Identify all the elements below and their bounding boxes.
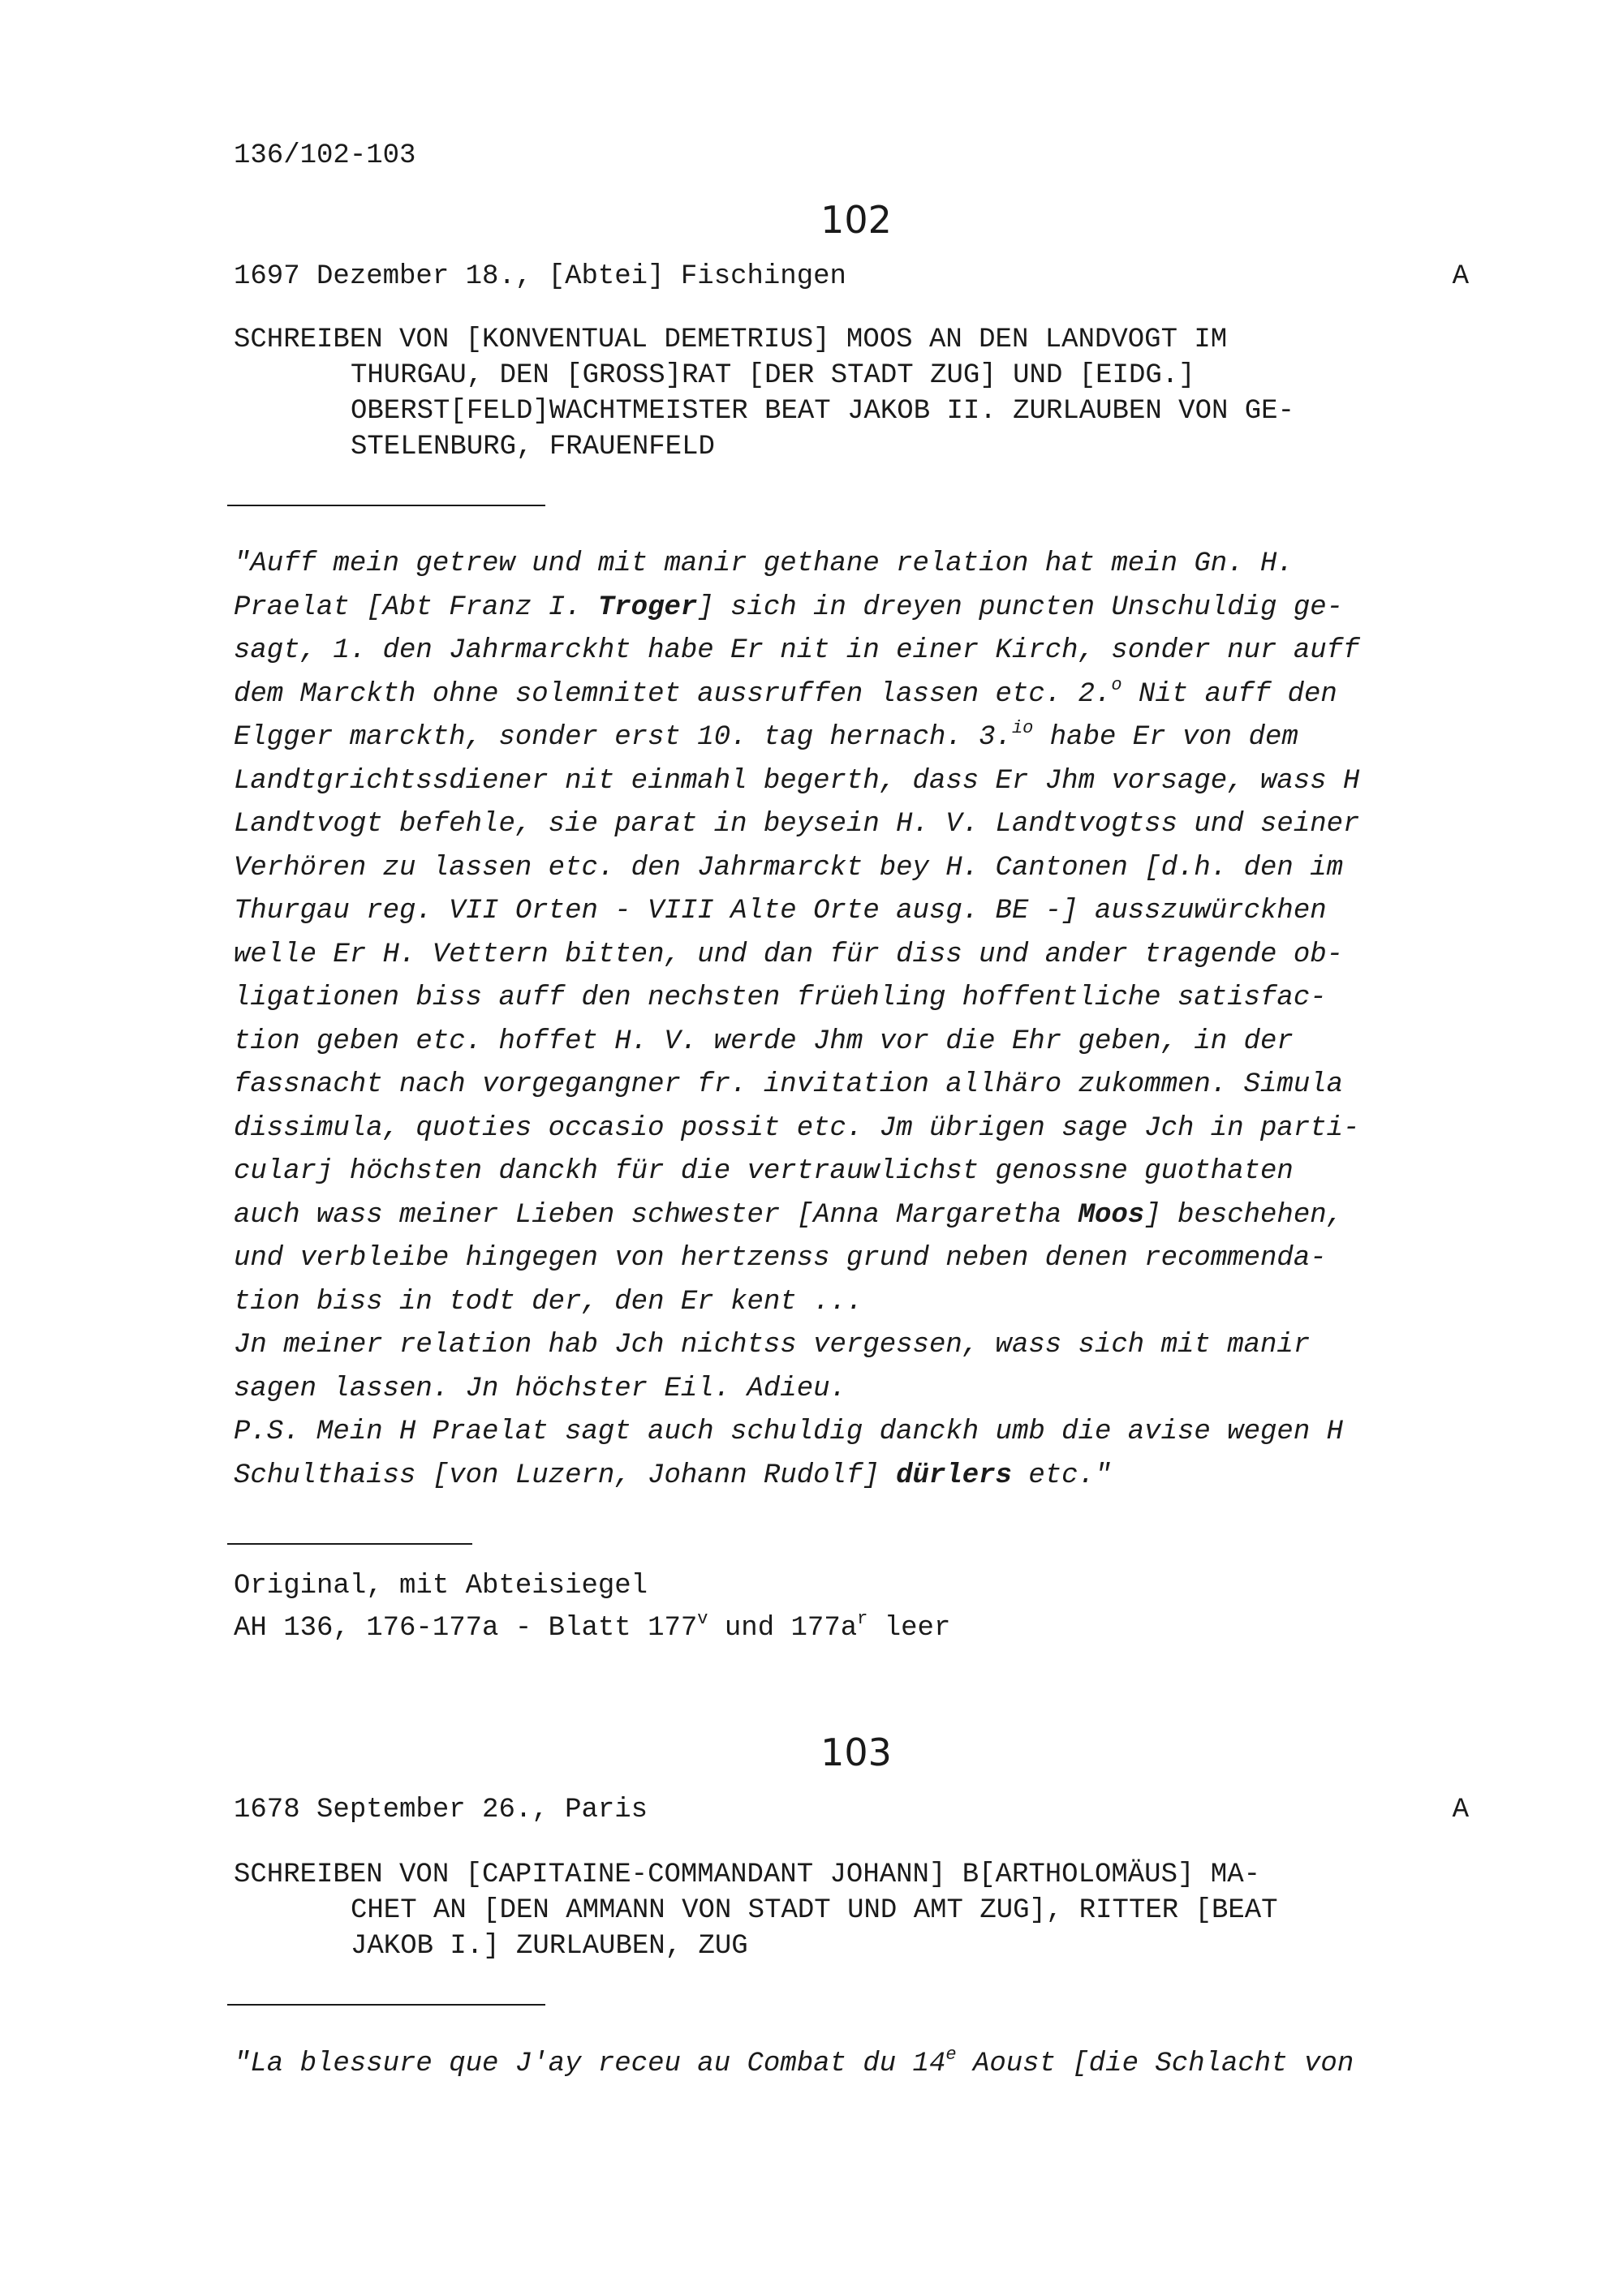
heading-rule — [227, 2004, 545, 2006]
letter-text — [234, 543, 1359, 1498]
text-line: Praelat [Abt Franz I. Troger] sich in dreyen puncten Unschuldig ge- — [234, 591, 1344, 623]
name-troger: Troger — [597, 591, 698, 623]
name-moos: Moos — [1078, 1199, 1145, 1231]
text-line: "La blessure que J'ay receu au Combat du 14e Aoust [die Schlacht von — [234, 2044, 1354, 2079]
source-archive: AH 136, 176-177a - Blatt 177$^v$ und $177a^r$ leer — [234, 1609, 951, 1644]
document-mark: A — [1452, 261, 1469, 292]
page-reference: 136/102-103 — [234, 140, 416, 171]
document-date: 1697 Dezember 18., [Abtei] Fischingen — [234, 261, 846, 292]
heading-line: SCHREIBEN VON [KONVENTUAL DEMETRIUS] MOOS AN DEN LANDVOGT IM — [234, 325, 1228, 355]
text-line: dissimula, quoties occasio possit etc. Jm übrigen sage Jch in parti- — [234, 1112, 1360, 1144]
source-note — [234, 1565, 950, 1649]
heading-line: SCHREIBEN VON [CAPITAINE-COMMANDANT JOHANN] B[ARTHOLOMÄUS] MA- — [234, 1860, 1261, 1890]
text-line: sagen lassen. Jn höchster Eil. Adieu. — [234, 1373, 846, 1404]
text-line: Landtgrichtssdiener nit einmahl begerth, dass Er Jhm vorsage, wass H — [234, 765, 1360, 797]
document-date: 1678 September 26., Paris — [234, 1795, 648, 1825]
text-line: Verhören zu lassen etc. den Jahrmarckt bey H. Cantonen [d.h. den im — [234, 852, 1344, 884]
source-original: Original, mit Abteisiegel — [234, 1571, 648, 1602]
heading-line: CHET AN [DEN AMMANN VON STADT UND AMT ZUG], RITTER [BEAT — [351, 1895, 1278, 1926]
document-mark: A — [1452, 1795, 1469, 1825]
text-line: und verbleibe hingegen von hertzenss grund neben denen recommenda- — [234, 1243, 1327, 1274]
text-line: dem Marckth ohne solemnitet aussruffen lassen etc. 2.$^o$ Nit auff den — [234, 674, 1337, 710]
text-line: "Auff mein getrew und mit manir gethane relation hat mein Gn. H. — [234, 548, 1294, 579]
text-line: sagt, 1. den Jahrmarckht habe Er nit in einer Kirch, sonder nur auff — [234, 635, 1360, 666]
text-line: Elgger marckth, sonder erst 10. tag hernach. 3.$^{io}$ habe Er von dem — [234, 718, 1298, 753]
document-number: 102 — [820, 198, 892, 242]
name-duerlers: dürlers — [896, 1460, 1012, 1491]
text-line: ligationen biss auff den nechsten früehling hoffentliche satisfac- — [234, 982, 1327, 1013]
heading-line: THURGAU, DEN [GROSS]RAT [DER STADT ZUG] UND [EIDG.] — [351, 360, 1195, 391]
text-line: cularj höchsten danckh für die vertrauwlichst genossne guothaten — [234, 1156, 1294, 1187]
text-line: Landtvogt befehle, sie parat in beysein H. V. Landtvogtss und seiner — [234, 809, 1360, 840]
letter-text — [234, 2043, 1354, 2087]
text-line: Thurgau reg. VII Orten - VIII Alte Orte ausg. BE -] ausszuwürckhen — [234, 896, 1327, 927]
date-line — [234, 261, 1469, 292]
text-line: auch wass meiner Lieben schwester [Anna Margaretha Moos] beschehen, — [234, 1199, 1344, 1231]
footnote-rule — [227, 1543, 472, 1545]
document-heading — [234, 322, 1294, 465]
document-heading — [234, 1857, 1278, 1964]
text-line: P.S. Mein H Praelat sagt auch schuldig danckh umb die avise wegen H — [234, 1417, 1344, 1447]
heading-line: OBERST[FELD]WACHTMEISTER BEAT JAKOB II. ZURLAUBEN VON GE- — [351, 396, 1294, 427]
document-number: 103 — [820, 1731, 892, 1774]
text-line: Schulthaiss [von Luzern, Johann Rudolf] dürlers etc." — [234, 1460, 1112, 1491]
text-line: welle Er H. Vettern bitten, und dan für diss und ander tragende ob- — [234, 939, 1344, 970]
text-line: fassnacht nach vorgegangner fr. invitation allhäro zukommen. Simula — [234, 1069, 1344, 1100]
text-line: tion geben etc. hoffet H. V. werde Jhm vor die Ehr geben, in der — [234, 1025, 1294, 1057]
heading-line: STELENBURG, FRAUENFELD — [351, 432, 715, 462]
text-line: Jn meiner relation hab Jch nichtss vergessen, wass sich mit manir — [234, 1330, 1311, 1361]
heading-rule — [227, 505, 545, 506]
heading-line: JAKOB I.] ZURLAUBEN, ZUG — [351, 1931, 748, 1962]
text-line: tion biss in todt der, den Er kent ... — [234, 1286, 863, 1318]
date-line — [234, 1795, 1469, 1825]
